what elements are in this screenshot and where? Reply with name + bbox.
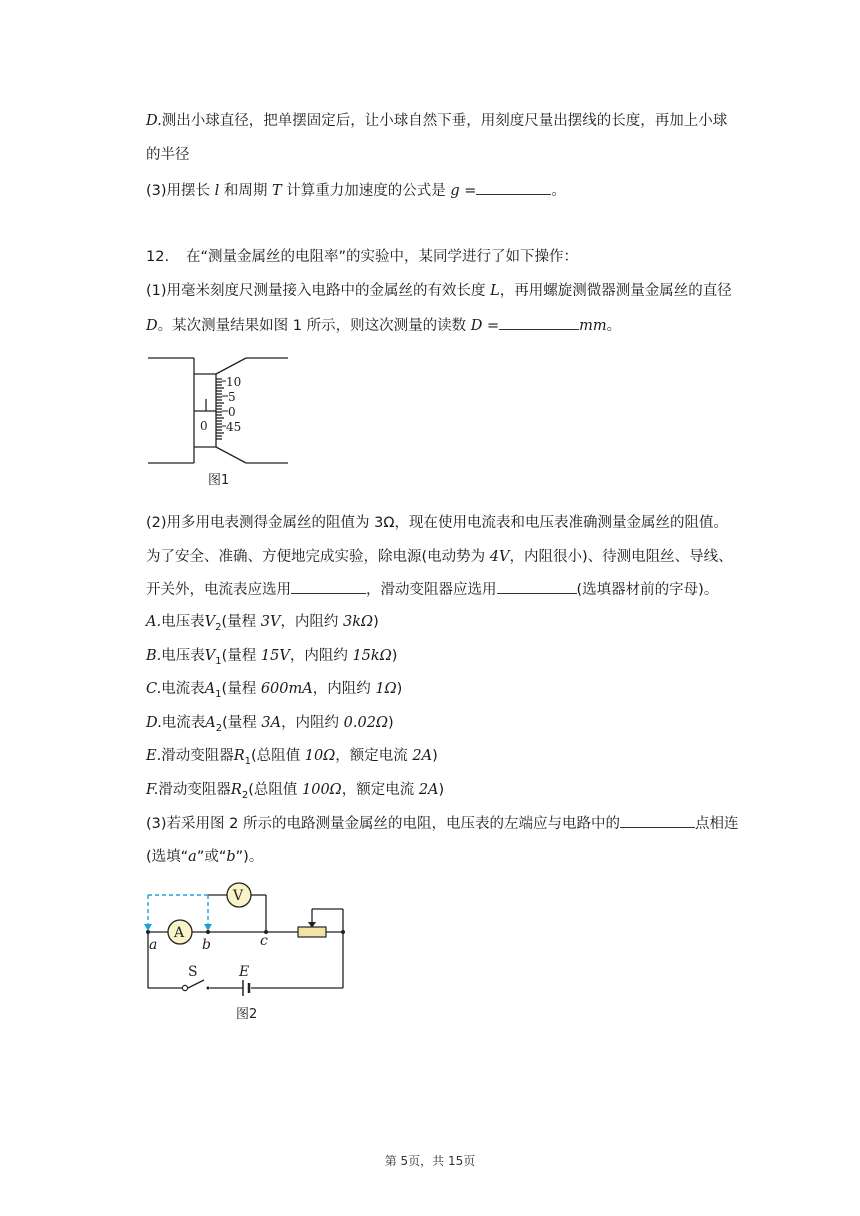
tick-label: 45 — [226, 420, 242, 434]
unit: mm — [579, 318, 607, 334]
text: ，再用螺旋测微器测量金属丝的直径 — [499, 283, 732, 299]
text: ) — [396, 681, 403, 697]
answer-blank-node[interactable] — [620, 813, 695, 828]
text: 。 — [551, 183, 566, 199]
text: ，内阻很小)、待测电阻丝、导线、 — [509, 549, 733, 565]
option-range: 100Ω — [302, 782, 342, 798]
option-b — [146, 646, 397, 672]
option-name: 滑动变阻器 — [158, 782, 231, 798]
text: ) — [438, 782, 445, 798]
option-current: 2A — [412, 748, 433, 764]
var-t: T — [272, 183, 282, 199]
option-subscript: 2 — [215, 621, 222, 633]
q12-part2-cont1 — [146, 547, 733, 567]
text: (3)若采用图 2 所示的电路测量金属丝的电阻，电压表的左端应与电路中的 — [146, 816, 620, 832]
node-a: a — [188, 849, 197, 865]
option-subscript: 2 — [215, 722, 223, 734]
node-b: b — [226, 849, 236, 865]
page-footer: 第 5页，共 15页 — [384, 1154, 476, 1168]
option-letter: F. — [146, 782, 159, 798]
text: (量程 — [221, 614, 261, 630]
text: (总阻值 — [251, 748, 305, 764]
option-range: 3V — [260, 614, 281, 630]
text: ，额定电流 — [335, 748, 413, 764]
option-text: 测出小球直径，把单摆固定后，让小球自然下垂，用刻度尺量出摆线的长度，再加上小球 — [161, 113, 728, 129]
option-resistance: 1Ω — [375, 681, 397, 697]
tick-label: 10 — [226, 375, 242, 389]
option-d — [146, 713, 394, 739]
q11-option-d — [146, 111, 727, 131]
q11-part3 — [146, 180, 566, 201]
switch-label: S — [188, 964, 198, 980]
option-range: 600mA — [260, 681, 313, 697]
figure-1-micrometer — [146, 352, 296, 490]
option-current: 2A — [418, 782, 439, 798]
text: (2)用多用电表测得金属丝的阻值为 3Ω，现在使用电流表和电压表准确测量金属丝的阻值。 — [146, 515, 728, 531]
ammeter-label: A — [174, 925, 185, 941]
var-l: L — [490, 283, 500, 299]
q12-part3 — [146, 813, 738, 834]
text: = — [459, 183, 477, 199]
text: 和周期 — [219, 183, 273, 199]
stem-text: 在“测量金属丝的电阻率”的实验中，某同学进行了如下操作： — [186, 249, 579, 265]
var-l: l — [214, 183, 220, 199]
text: ) — [387, 715, 394, 731]
option-letter: A. — [146, 614, 162, 630]
node-b-label: b — [202, 937, 211, 953]
text: = — [482, 318, 500, 334]
option-subscript: 1 — [244, 755, 251, 767]
option-resistance: 15kΩ — [352, 648, 392, 664]
text: ，额定电流 — [341, 782, 419, 798]
q12-part1-cont — [146, 315, 621, 336]
text: ，内阻约 — [281, 715, 344, 731]
option-range: 3A — [261, 715, 282, 731]
option-name: 电压表 — [161, 648, 205, 664]
option-name: 电流表 — [161, 715, 206, 731]
option-text-cont: 的半径 — [146, 147, 190, 163]
node-a-label: a — [149, 937, 158, 953]
option-name: 电压表 — [161, 614, 205, 630]
node-c-label: c — [260, 933, 268, 949]
q12-part2-cont2 — [146, 579, 718, 600]
text: 点相连 — [694, 816, 739, 832]
var-d: D — [470, 318, 483, 334]
text: (量程 — [221, 648, 261, 664]
option-symbol: A — [204, 681, 216, 697]
text: 为了安全、准确、方便地完成实验，除电源(电动势为 — [146, 549, 490, 565]
option-f — [146, 780, 444, 806]
text: ) — [373, 614, 379, 630]
option-a — [146, 612, 379, 638]
text: ) — [432, 748, 438, 764]
option-letter: D. — [146, 113, 162, 129]
answer-blank[interactable] — [499, 315, 579, 330]
text: ，滑动变阻器应选用 — [366, 582, 497, 598]
tick-label: 5 — [228, 390, 236, 404]
option-symbol: V — [204, 648, 216, 664]
option-subscript: 1 — [215, 655, 222, 667]
option-range: 10Ω — [304, 748, 336, 764]
text: 计算重力加速度的公式是 — [281, 183, 451, 199]
q12-part3-cont — [146, 847, 263, 867]
option-c — [146, 679, 402, 705]
battery-label: E — [239, 964, 250, 980]
text: 。某次测量结果如图 1 所示，则这次测量的读数 — [157, 318, 471, 334]
q12-stem — [146, 247, 578, 267]
text: ，内阻约 — [289, 648, 353, 664]
text: ”或“ — [196, 849, 227, 865]
q11-option-d-cont — [146, 145, 190, 165]
text: (3)用摆长 — [146, 183, 215, 199]
voltmeter-label: V — [233, 888, 244, 904]
option-letter: B. — [146, 648, 162, 664]
option-name: 电流表 — [161, 681, 205, 697]
q12-part1 — [146, 281, 732, 301]
option-resistance: 3kΩ — [343, 614, 374, 630]
option-subscript: 1 — [215, 688, 222, 700]
text: ) — [391, 648, 398, 664]
figure-caption: 图1 — [208, 473, 230, 488]
text: ，内阻约 — [312, 681, 376, 697]
text: (量程 — [222, 715, 262, 731]
option-subscript: 2 — [241, 789, 249, 801]
option-symbol: R — [230, 782, 242, 798]
option-letter: C. — [146, 681, 162, 697]
option-symbol: R — [233, 748, 245, 764]
question-number: 12. — [146, 249, 170, 265]
option-symbol: V — [204, 614, 216, 630]
option-resistance: 0.02Ω — [343, 715, 388, 731]
tick-label: 0 — [228, 405, 236, 419]
answer-blank-rheostat[interactable] — [497, 579, 577, 594]
text: 。 — [606, 318, 622, 334]
text: ”)。 — [235, 849, 264, 865]
option-e — [146, 746, 438, 772]
var-d: D — [146, 318, 158, 334]
text: ，内阻约 — [280, 614, 344, 630]
option-range: 15V — [260, 648, 290, 664]
option-letter: E. — [146, 748, 162, 764]
sleeve-zero-label: 0 — [200, 419, 208, 433]
text: 开关外，电流表应选用 — [146, 582, 291, 598]
answer-blank[interactable] — [476, 180, 551, 195]
option-name: 滑动变阻器 — [161, 748, 234, 764]
var-g: g — [450, 183, 460, 199]
text: (1)用毫米刻度尺测量接入电路中的金属丝的有效长度 — [146, 283, 491, 299]
option-letter: D. — [146, 715, 162, 731]
figure-2-circuit — [140, 878, 355, 1026]
text: (选填“ — [146, 849, 189, 865]
answer-blank-ammeter[interactable] — [291, 579, 366, 594]
figure-caption: 图2 — [236, 1007, 258, 1022]
emf-value: 4V — [489, 549, 510, 565]
text: (量程 — [221, 681, 261, 697]
text: (总阻值 — [248, 782, 302, 798]
option-symbol: A — [205, 715, 216, 731]
q12-part2 — [146, 513, 728, 533]
text: (选填器材前的字母)。 — [576, 582, 719, 598]
